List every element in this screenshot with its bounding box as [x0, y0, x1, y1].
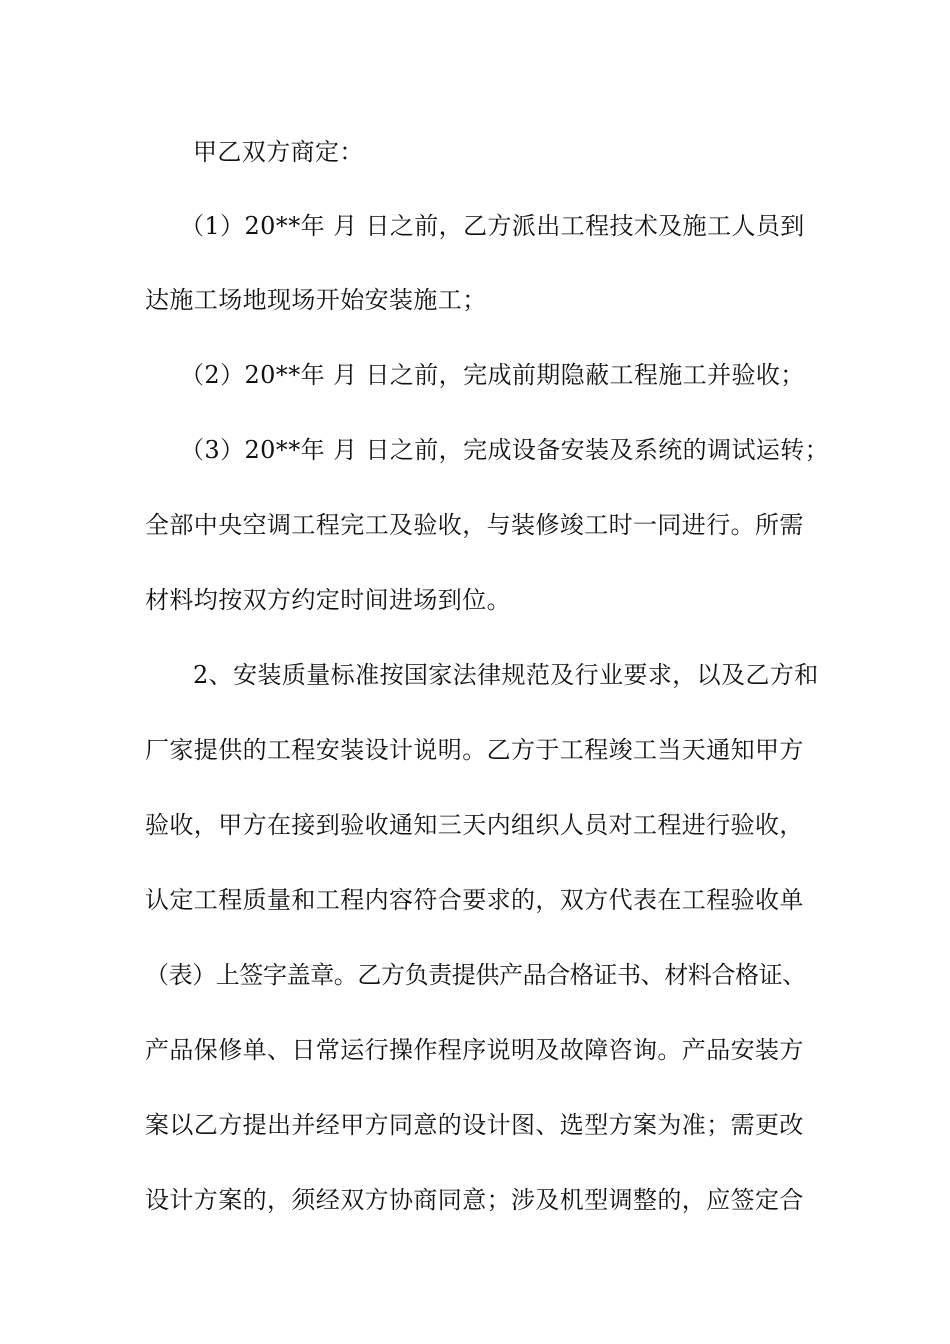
paragraph-line: 厂家提供的工程安装设计说明。乙方于工程竣工当天通知甲方: [145, 736, 804, 764]
paragraph-line: 验收，甲方在接到验收通知三天内组织人员对工程进行验收，: [145, 811, 804, 839]
paragraph-line: 甲乙双方商定：: [193, 138, 364, 166]
paragraph-line: 设计方案的，须经双方协商同意；涉及机型调整的，应签定合: [145, 1186, 804, 1214]
paragraph-line: 案以乙方提出并经甲方同意的设计图、选型方案为准；需更改: [145, 1111, 804, 1139]
paragraph-line: 认定工程质量和工程内容符合要求的，双方代表在工程验收单: [145, 886, 804, 914]
paragraph-line: （1）20**年 月 日之前，乙方派出工程技术及施工人员到: [180, 212, 805, 240]
paragraph-line: （2）20**年 月 日之前，完成前期隐蔽工程施工并验收；: [180, 361, 805, 389]
paragraph-line: 产品保修单、日常运行操作程序说明及故障咨询。产品安装方: [145, 1036, 804, 1064]
paragraph-line: 全部中央空调工程完工及验收，与装修竣工时一同进行。所需: [145, 511, 804, 539]
paragraph-line: 材料均按双方约定时间进场到位。: [145, 586, 511, 614]
paragraph-line: 2、安装质量标准按国家法律规范及行业要求，以及乙方和: [193, 661, 819, 689]
paragraph-line: 达施工场地现场开始安装施工；: [145, 286, 487, 314]
paragraph-line: （表）上签字盖章。乙方负责提供产品合格证书、材料合格证、: [145, 961, 806, 989]
paragraph-line: （3）20**年 月 日之前，完成设备安装及系统的调试运转；: [180, 436, 830, 464]
